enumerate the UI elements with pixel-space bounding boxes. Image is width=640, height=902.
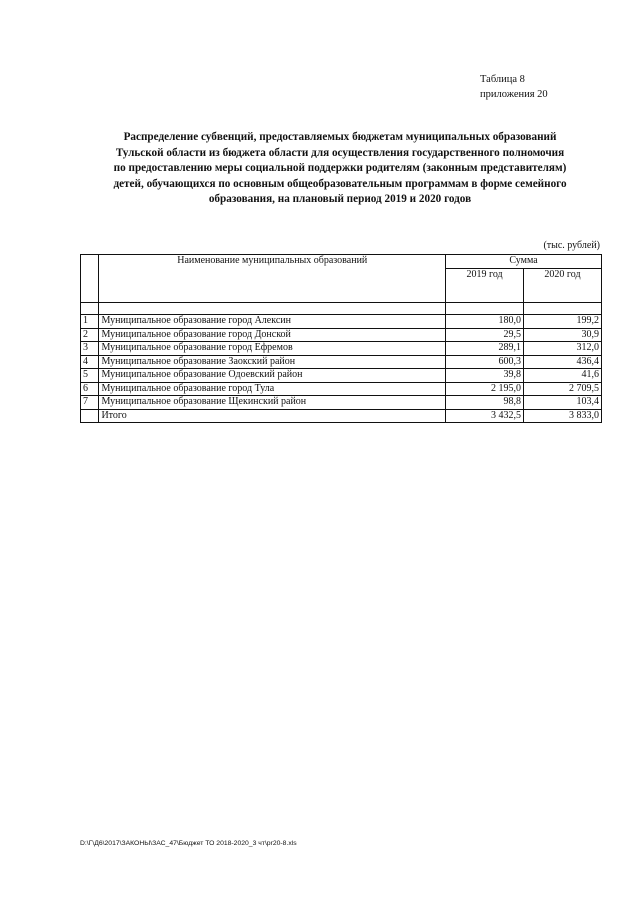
table-row bbox=[81, 328, 602, 342]
table-row bbox=[81, 342, 602, 356]
table-caption bbox=[480, 72, 598, 102]
row-name: Муниципальное образование город Донской bbox=[99, 328, 446, 342]
table-row bbox=[81, 369, 602, 383]
appendix-number: приложения 20 bbox=[480, 89, 548, 100]
row-number: 1 bbox=[81, 315, 99, 329]
row-number: 3 bbox=[81, 342, 99, 356]
row-name: Муниципальное образование город Ефремов bbox=[99, 342, 446, 356]
row-value-2020: 436,4 bbox=[524, 355, 602, 369]
row-value-2019: 600,3 bbox=[446, 355, 524, 369]
row-value-2019: 289,1 bbox=[446, 342, 524, 356]
row-name: Муниципальное образование Щекинский район bbox=[99, 396, 446, 410]
header-name-cell: Наименование муниципальных образований bbox=[99, 255, 446, 303]
row-number: 7 bbox=[81, 396, 99, 410]
table-spacer-row bbox=[81, 303, 602, 315]
document-title bbox=[70, 130, 610, 208]
title-line: Распределение субвенций, предоставляемых бюджетам муниципальных образований bbox=[123, 131, 557, 143]
header-2019-cell: 2019 год bbox=[446, 269, 524, 303]
header-2020-cell: 2020 год bbox=[524, 269, 602, 303]
total-label: Итого bbox=[99, 409, 446, 423]
row-value-2020: 41,6 bbox=[524, 369, 602, 383]
row-number: 5 bbox=[81, 369, 99, 383]
row-value-2020: 199,2 bbox=[524, 315, 602, 329]
table-total-row bbox=[81, 409, 602, 423]
total-number-cell bbox=[81, 409, 99, 423]
row-value-2019: 180,0 bbox=[446, 315, 524, 329]
distribution-table bbox=[80, 254, 602, 423]
row-value-2020: 312,0 bbox=[524, 342, 602, 356]
row-value-2020: 2 709,5 bbox=[524, 382, 602, 396]
row-name: Муниципальное образование город Тула bbox=[99, 382, 446, 396]
row-value-2019: 2 195,0 bbox=[446, 382, 524, 396]
header-sum-cell: Сумма bbox=[446, 255, 602, 269]
file-path-footer: D:\Г\Д6\2017\ЗАКОНЫ\ЗАС_47\Бюджет ТО 2018-2020_3 чт\pr20-8.xls bbox=[80, 840, 297, 847]
row-name: Муниципальное образование Заокский район bbox=[99, 355, 446, 369]
table-row bbox=[81, 382, 602, 396]
table-number: Таблица 8 bbox=[480, 74, 525, 85]
header-number-cell bbox=[81, 255, 99, 303]
row-value-2020: 103,4 bbox=[524, 396, 602, 410]
row-number: 6 bbox=[81, 382, 99, 396]
row-value-2019: 29,5 bbox=[446, 328, 524, 342]
table-row bbox=[81, 355, 602, 369]
row-value-2019: 98,8 bbox=[446, 396, 524, 410]
row-name: Муниципальное образование Одоевский район bbox=[99, 369, 446, 383]
total-value-2019: 3 432,5 bbox=[446, 409, 524, 423]
row-value-2019: 39,8 bbox=[446, 369, 524, 383]
total-value-2020: 3 833,0 bbox=[524, 409, 602, 423]
title-line: детей, обучающихся по основным общеобразовательным программам в форме семейного bbox=[113, 177, 567, 190]
unit-note: (тыс. рублей) bbox=[543, 240, 600, 251]
title-line: Тульской области из бюджета области для осуществления государственного полномочия bbox=[115, 146, 565, 159]
row-number: 4 bbox=[81, 355, 99, 369]
table-row bbox=[81, 396, 602, 410]
table-row bbox=[81, 315, 602, 329]
title-line: образования, на плановый период 2019 и 2020 годов bbox=[208, 193, 472, 205]
row-number: 2 bbox=[81, 328, 99, 342]
row-value-2020: 30,9 bbox=[524, 328, 602, 342]
table-header-row bbox=[81, 255, 602, 269]
title-line: по предоставлению меры социальной поддержки родителям (законным представителям) bbox=[113, 162, 567, 174]
row-name: Муниципальное образование город Алексин bbox=[99, 315, 446, 329]
